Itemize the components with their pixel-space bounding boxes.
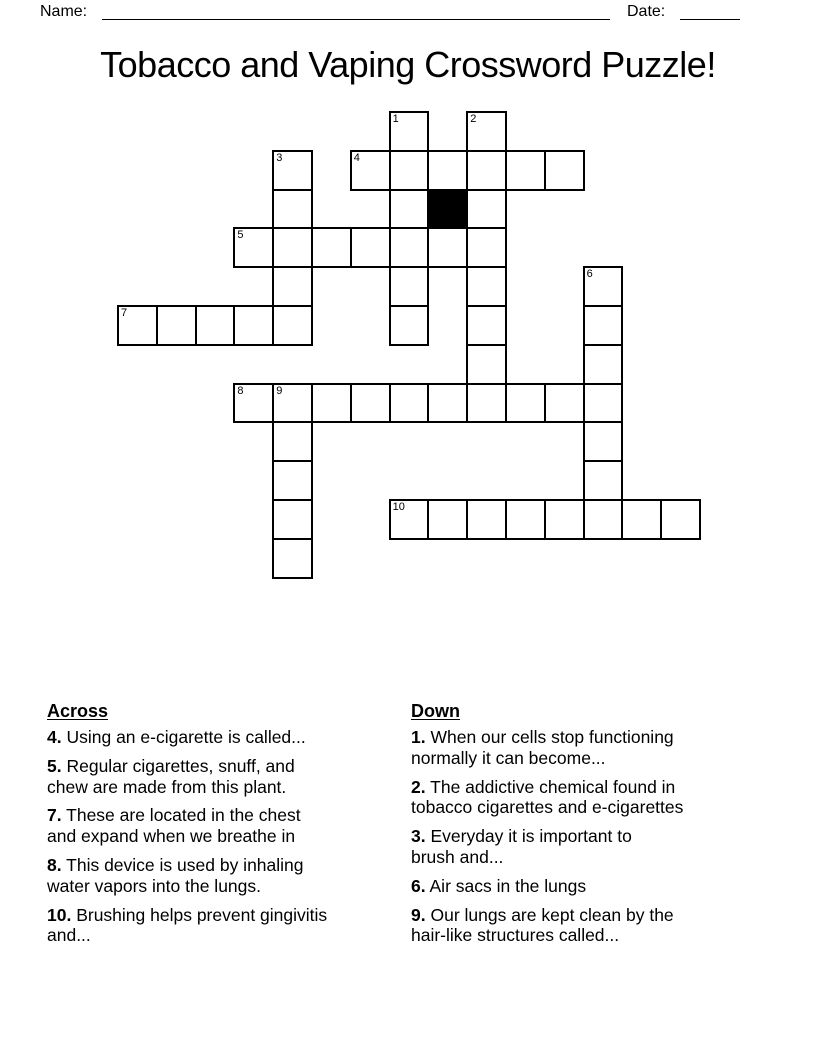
grid-cell: [311, 383, 352, 424]
grid-cell: [389, 266, 430, 307]
across-clues-section: [47, 700, 397, 954]
clue-item: 5. Regular cigarettes, snuff, and chew are made from this plant.: [47, 755, 295, 797]
grid-cell: [544, 150, 585, 191]
grid-cell: [156, 305, 197, 346]
cell-number: 8: [237, 384, 244, 397]
grid-cell: [466, 111, 507, 152]
grid-cell: [583, 305, 624, 346]
grid-cell: [272, 150, 313, 191]
grid-cell: [466, 383, 507, 424]
clue-item: 4. Using an e-cigarette is called...: [47, 727, 306, 747]
grid-cell: [466, 266, 507, 307]
grid-cell: [583, 499, 624, 540]
grid-cell: [272, 189, 313, 230]
date-label: Date:: [627, 3, 666, 20]
grid-cell: [233, 383, 274, 424]
cell-number: 6: [586, 268, 593, 281]
clue-number: 6.: [411, 875, 426, 896]
clue-number: 9.: [411, 904, 426, 925]
grid-cell: [350, 150, 391, 191]
grid-cell: [272, 460, 313, 501]
grid-cell: [389, 499, 430, 540]
cell-number: 3: [276, 151, 283, 164]
grid-cell: [583, 421, 624, 462]
clue-number: 4.: [47, 727, 62, 747]
name-label: Name:: [40, 3, 88, 20]
grid-cell: [660, 499, 701, 540]
grid-cell: [427, 227, 468, 268]
across-clue-list: [47, 727, 397, 946]
grid-cell: [466, 227, 507, 268]
clue-item: 8. This device is used by inhaling water vapors into the lungs.: [47, 854, 304, 896]
grid-cell: [389, 305, 430, 346]
clue-item: 9. Our lungs are kept clean by the hair-like structures called...: [411, 904, 674, 946]
across-heading: Across: [47, 701, 109, 721]
grid-cell: [544, 383, 585, 424]
clue-number: 8.: [47, 854, 62, 875]
grid-cell: [272, 383, 313, 424]
grid-cell: [505, 499, 546, 540]
grid-cell: [311, 227, 352, 268]
grid-cell: [350, 383, 391, 424]
clue-item: 2. The addictive chemical found in tobacco cigarettes and e-cigarettes: [411, 776, 684, 818]
grid-cell: [583, 383, 624, 424]
grid-cell: [466, 499, 507, 540]
cell-number: 4: [353, 151, 360, 164]
date-write-in-line: [680, 4, 740, 20]
cell-number: 7: [121, 307, 128, 319]
clue-item: 7. These are located in the chest and expand when we breathe in: [47, 805, 301, 847]
clue-item: 1. When our cells stop functioning normally it can become...: [411, 727, 674, 768]
clue-number: 10.: [47, 904, 72, 925]
grid-cell: [466, 305, 507, 346]
down-heading: Down: [411, 701, 460, 721]
grid-cell: [583, 344, 624, 385]
down-clues-section: [411, 700, 783, 954]
grid-cell: [621, 499, 662, 540]
grid-cell: [427, 499, 468, 540]
grid-cell: [272, 499, 313, 540]
grid-cell: [272, 305, 313, 346]
clue-number: 1.: [411, 727, 426, 747]
grid-cell: [195, 305, 236, 346]
grid-cell: [389, 227, 430, 268]
clue-number: 2.: [411, 776, 426, 797]
grid-cell: [427, 383, 468, 424]
grid-cell: [583, 460, 624, 501]
grid-cell: [389, 150, 430, 191]
grid-cell: [583, 266, 624, 307]
clue-number: 3.: [411, 826, 426, 847]
name-write-in-line: [102, 4, 610, 20]
cell-number: 5: [237, 229, 244, 242]
grid-cell: [233, 227, 274, 268]
grid-cell: [272, 538, 313, 579]
grid-cell: [466, 189, 507, 230]
clue-number: 7.: [47, 805, 62, 826]
page-title: Tobacco and Vaping Crossword Puzzle!: [100, 44, 716, 85]
grid-cell: [389, 189, 430, 230]
grid-cell: [272, 266, 313, 307]
grid-cell: [350, 227, 391, 268]
grid-cell: [272, 421, 313, 462]
grid-cell-black: [427, 189, 468, 230]
grid-cell: [389, 111, 430, 152]
cell-number: 1: [392, 113, 399, 125]
grid-cell: [466, 150, 507, 191]
grid-cell: [544, 499, 585, 540]
grid-cell: [233, 305, 274, 346]
clue-number: 5.: [47, 755, 62, 776]
grid-cell: [389, 383, 430, 424]
grid-cell: [117, 305, 158, 346]
grid-cell: [505, 150, 546, 191]
cell-number: 2: [470, 113, 477, 125]
grid-cell: [427, 150, 468, 191]
grid-cell: [272, 227, 313, 268]
clue-item: 6. Air sacs in the lungs: [411, 875, 587, 896]
cell-number: 9: [276, 384, 283, 397]
cell-number: 10: [392, 501, 405, 513]
grid-cell: [466, 344, 507, 385]
grid-cell: [505, 383, 546, 424]
clue-item: 10. Brushing helps prevent gingivitis and...: [47, 904, 328, 946]
down-clue-list: [411, 727, 783, 946]
clue-item: 3. Everyday it is important to brush and...: [411, 826, 632, 867]
